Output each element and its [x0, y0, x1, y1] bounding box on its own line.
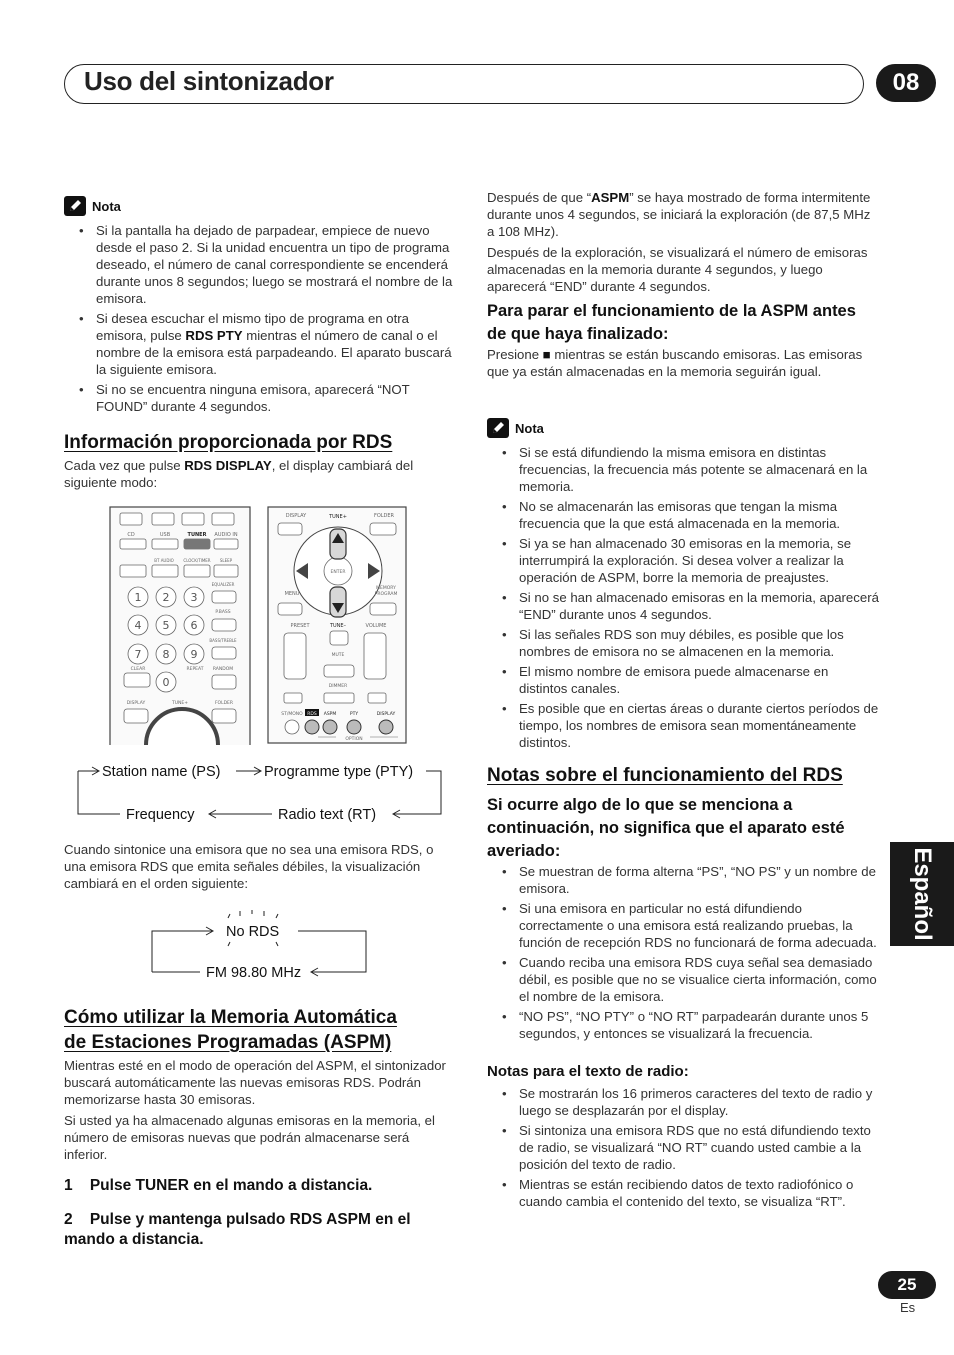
aspm-intro	[64, 1057, 456, 1167]
right-intro	[487, 189, 879, 299]
chapter-badge: 08	[876, 64, 936, 102]
weak-signal-text: Cuando sintonice una emisora que no sea una emisora RDS, o una emisora RDS que emita señales débiles, la visualización cambiará en el orden siguiente:	[64, 842, 434, 891]
list-item: • Si desea escuchar el mismo tipo de programa en otra emisora, pulse RDS PTY mientras el número de canal o el nombre de la emisora está parpadeando. El aparato buscará la siguiente emisora.	[64, 310, 454, 378]
remote-label: FOLDER	[373, 513, 395, 519]
list-item: • Mientras se están recibiendo datos de texto radiofónico o cuando cambia el contenido del texto, se visualiza “RT”.	[487, 1176, 879, 1210]
list-item: • “NO PS”, “NO PTY” o “NO RT” parpadearán durante unos 5 segundos, y entonces se visualizará la frecuencia.	[487, 1008, 879, 1042]
list-item: • No se almacenarán las emisoras que tengan la misma frecuencia que la que está almacenada en la memoria.	[487, 498, 879, 532]
remote-label: MENU	[284, 591, 300, 597]
remote-label: CD	[127, 532, 135, 538]
remote-label: CLOCK/TIMER	[183, 558, 211, 563]
remote-label: CLEAR	[130, 667, 146, 672]
remote-label: BT AUDIO	[154, 558, 174, 563]
note-label: Nota	[92, 198, 121, 214]
remote-label: TUNE+	[329, 514, 347, 520]
stop-aspm-heading: Para parar el funcionamiento de la ASPM antes de que haya finalizado:	[487, 302, 856, 343]
note-label: Nota	[515, 420, 544, 436]
svg-text:0: 0	[162, 676, 170, 689]
flow-station-name: Station name (PS)	[102, 764, 221, 780]
svg-text:6: 6	[190, 619, 198, 632]
remote-label: BASS/TREBLE	[209, 638, 237, 643]
rds-info-text: Cada vez que pulse RDS DISPLAY, el display cambiará del siguiente modo:	[64, 458, 414, 490]
list-item: • Si ya se han almacenado 30 emisoras en la memoria, se interrumpirá la exploración. Si desea volver a realizar la operación de ASPM, borre la memoria de preajustes.	[487, 535, 879, 586]
flow-no-rds: No RDS	[226, 924, 280, 940]
page-language-code: Es	[900, 1300, 916, 1315]
svg-text:1: 1	[134, 591, 142, 604]
list-item: • Se mostrarán los 16 primeros caracteres del texto de radio y luego se desplazarán por el display.	[487, 1085, 879, 1119]
step-2-line2: mando a distancia.	[64, 1231, 204, 1248]
radio-text-heading: Notas para el texto de radio:	[487, 1063, 689, 1080]
list-item: • Si una emisora en particular no está difundiendo correctamente o una emisora está realizando pruebas, la función de recepción RDS no funcionará de forma adecuada.	[487, 900, 879, 951]
list-item: • El mismo nombre de emisora puede almacenarse en distintos canales.	[487, 663, 879, 697]
remote-label: ST/MONO	[281, 712, 303, 717]
note-pencil-icon	[487, 418, 509, 438]
page-number: 25	[878, 1271, 936, 1299]
right-note	[487, 418, 879, 754]
remote-label: MEMORY	[376, 586, 396, 591]
flow-frequency-value: FM 98.80 MHz	[206, 965, 302, 981]
remote-label: VOLUME	[365, 623, 387, 629]
flow-radio-text: Radio text (RT)	[278, 807, 377, 823]
svg-text:2: 2	[162, 591, 170, 604]
left-note	[64, 196, 454, 418]
remote-label: ASPM	[323, 712, 337, 717]
list-item: • Si sintoniza una emisora RDS que no está difundiendo texto de radio, se visualizará “NO RT” cuando usted cambie a la posición del texto de radio.	[487, 1122, 879, 1173]
language-tab-label: Español	[909, 847, 936, 941]
page-title: Uso del sintonizador	[84, 66, 334, 96]
section-title-rds-info: Información proporcionada por RDS	[64, 432, 393, 453]
remote-label: RANDOM	[212, 667, 234, 672]
remote-label: EQUALIZER	[211, 582, 235, 587]
no-rds-flow-diagram	[148, 910, 370, 982]
remote-label: REPEAT	[186, 667, 204, 672]
svg-text:7: 7	[134, 648, 142, 661]
remote-label: P.BASS	[215, 610, 231, 615]
svg-text:8: 8	[162, 648, 170, 661]
svg-text:9: 9	[190, 648, 198, 661]
remote-label: DISPLAY	[285, 513, 307, 519]
step-1: 1 Pulse TUNER en el mando a distancia.	[64, 1177, 373, 1194]
language-tab	[890, 842, 954, 946]
list-item: • Si se está difundiendo la misma emisora en distintas frecuencias, la frecuencia más potente se almacenará en la memoria.	[487, 444, 879, 495]
paragraph: Después de que “ASPM” se haya mostrado de forma intermitente durante unos 4 segundos, se iniciará la exploración (de 87,5 MHz a 108 MHz).	[487, 190, 871, 239]
remote-label: PRESET	[290, 623, 310, 629]
radio-text-list	[487, 1085, 879, 1213]
note-pencil-icon	[64, 196, 86, 216]
remote-label: DISPLAY	[376, 712, 396, 717]
list-item: • Cuando reciba una emisora RDS cuya señal sea demasiado débil, es posible que no se visualice cierta información, como el nombre de la emisora.	[487, 954, 879, 1005]
section-title-rds-notes: Notas sobre el funcionamiento del RDS	[487, 765, 843, 786]
flow-programme-type: Programme type (PTY)	[264, 764, 414, 780]
list-item: • Si la pantalla ha dejado de parpadear, empiece de nuevo desde el paso 2. Si la unidad encuentra un tipo de programa deseado, el número de canal correspondiente se encenderá durante unos 8 segundos; luego se mostrará el nombre de la emisora.	[64, 222, 454, 307]
rds-display-flow-diagram	[74, 760, 446, 828]
remote-label: AUDIO IN	[214, 532, 238, 538]
list-item: • Es posible que en ciertas áreas o durante ciertos períodos de tiempo, los nombres de emisora sean momentáneamente distintos.	[487, 700, 879, 751]
remote-label: USB	[159, 532, 171, 538]
remote-label: DISPLAY	[126, 701, 146, 706]
remote-label: FOLDER	[214, 701, 234, 706]
section-title-aspm-line1: Cómo utilizar la Memoria Automática	[64, 1007, 397, 1028]
note-list	[487, 444, 879, 751]
remote-label: ENTER	[330, 570, 346, 575]
remote-label: TUNER	[187, 532, 207, 538]
svg-text:5: 5	[162, 619, 170, 632]
remote-label: MUTE	[331, 653, 345, 658]
paragraph: Después de la exploración, se visualizará el número de emisoras almacenadas en la memoria durante 4 segundos, y luego aparecerá “END” durante 4 segundos.	[487, 245, 868, 294]
remote-label: OPTION	[345, 737, 363, 742]
stop-aspm-text: Presione ■ mientras se están buscando emisoras. Las emisoras que ya están almacenadas en la memoria seguirán igual.	[487, 347, 863, 379]
list-item: • Si no se han almacenado emisoras en la memoria, aparecerá “END” durante unos 4 segundos.	[487, 589, 879, 623]
step-2-line1: 2 Pulse y mantenga pulsado RDS ASPM en el	[64, 1211, 411, 1228]
remote-label: RDS	[307, 712, 317, 717]
list-item: • Se muestran de forma alterna “PS”, “NO PS” y un nombre de emisora.	[487, 863, 879, 897]
svg-text:4: 4	[134, 619, 142, 632]
paragraph: Si usted ya ha almacenado algunas emisoras en la memoria, el número de emisoras nuevas que podrán almacenarse será inferior.	[64, 1113, 435, 1162]
remote-control-illustration	[108, 505, 408, 745]
section-title-aspm-line2: de Estaciones Programadas (ASPM)	[64, 1032, 392, 1053]
remote-label: PTY	[349, 712, 359, 717]
note-heading	[64, 196, 454, 216]
note-list	[64, 222, 454, 415]
rds-notes-list	[487, 863, 879, 1045]
remote-label: PROGRAM	[374, 592, 398, 597]
remote-label: TUNE–	[329, 623, 347, 629]
remote-label: DIMMER	[328, 684, 348, 689]
rds-notes-subheading: Si ocurre algo de lo que se menciona a continuación, no significa que el aparato esté averiado:	[487, 796, 845, 860]
remote-label: TUNE+	[171, 701, 189, 706]
svg-text:3: 3	[190, 591, 198, 604]
list-item: • Si no se encuentra ninguna emisora, aparecerá “NOT FOUND” durante 4 segundos.	[64, 381, 454, 415]
remote-label: SLEEP	[219, 558, 233, 563]
flow-frequency: Frequency	[126, 807, 195, 823]
paragraph: Mientras esté en el modo de operación del ASPM, el sintonizador buscará automáticamente las nuevas emisoras RDS. Podrán memorizarse hasta 30 emisoras.	[64, 1058, 446, 1107]
list-item: • Si las señales RDS son muy débiles, es posible que los nombres de emisora no se almacenen en la memoria.	[487, 626, 879, 660]
note-heading	[487, 418, 879, 438]
